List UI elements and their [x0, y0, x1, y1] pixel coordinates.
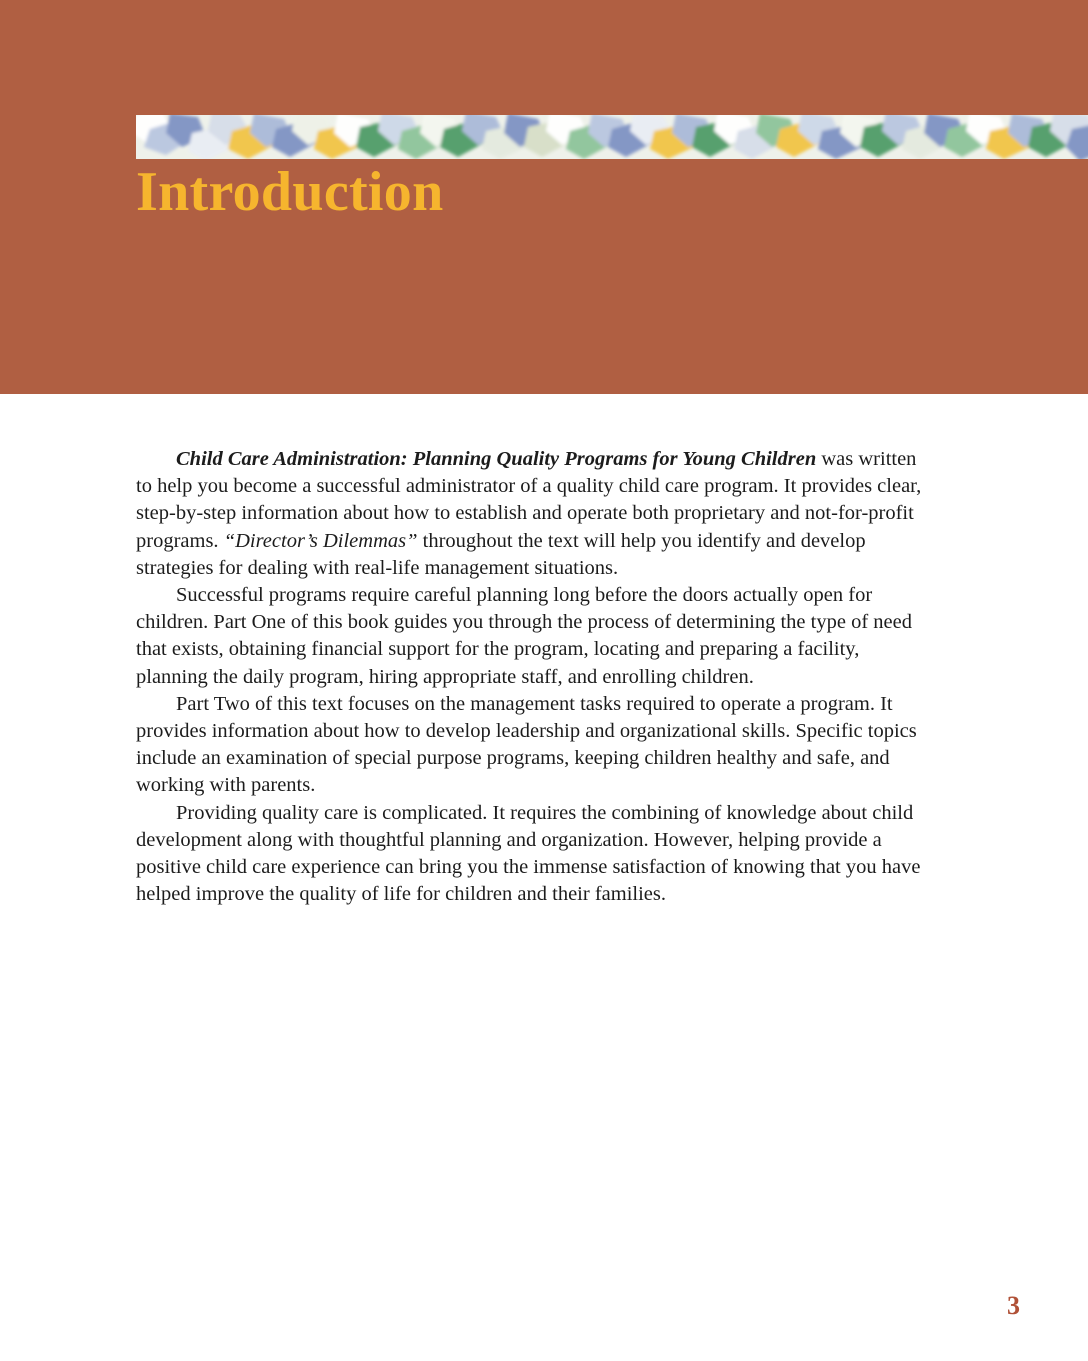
text-run-plain: Providing quality care is complicated. It requires the combining of knowledge about child development along with thoughtful planning and organization. However, helping provide a positive child care experience can bring you the immense satisfaction of knowing that you have helped improve the quality of life for children and their families.	[136, 801, 921, 906]
text-run-quoted: “Director’s Dilemmas”	[223, 529, 418, 552]
text-run-plain: throughout the text will help you identify and develop strategies for dealing with real-life management situations.	[136, 529, 866, 579]
text-run-plain: Successful programs require careful planning long before the doors actually open for children. Part One of this book guides you through the process of determining the type of need that exists, obtaining financial support for the program, locating and preparing a facility, planning the daily program, hiring appropriate staff, and enrolling children.	[136, 584, 912, 688]
chapter-header-block	[0, 0, 1088, 394]
body-paragraph	[136, 800, 934, 909]
body-paragraph	[136, 582, 934, 691]
page-number: 3	[1007, 1291, 1020, 1320]
text-run-plain: was written to help you become a successful administrator of a quality child care program. It provides clear, step-by-step information about how to establish and operate both proprietary and not-for-profit programs.	[136, 448, 922, 552]
body-paragraph	[136, 691, 934, 800]
text-run-plain: Part Two of this text focuses on the management tasks required to operate a program. It provides information about how to develop leadership and organizational skills. Specific topics include an examination of special purpose programs, keeping children healthy and safe, and working with parents.	[136, 692, 917, 797]
body-paragraph	[136, 446, 934, 582]
page-title: Introduction	[136, 161, 444, 223]
body-text-container	[136, 446, 934, 908]
text-run-book-title: Child Care Administration: Planning Quality Programs for Young Children	[176, 448, 817, 470]
mosaic-decorative-band-icon	[136, 115, 1088, 159]
